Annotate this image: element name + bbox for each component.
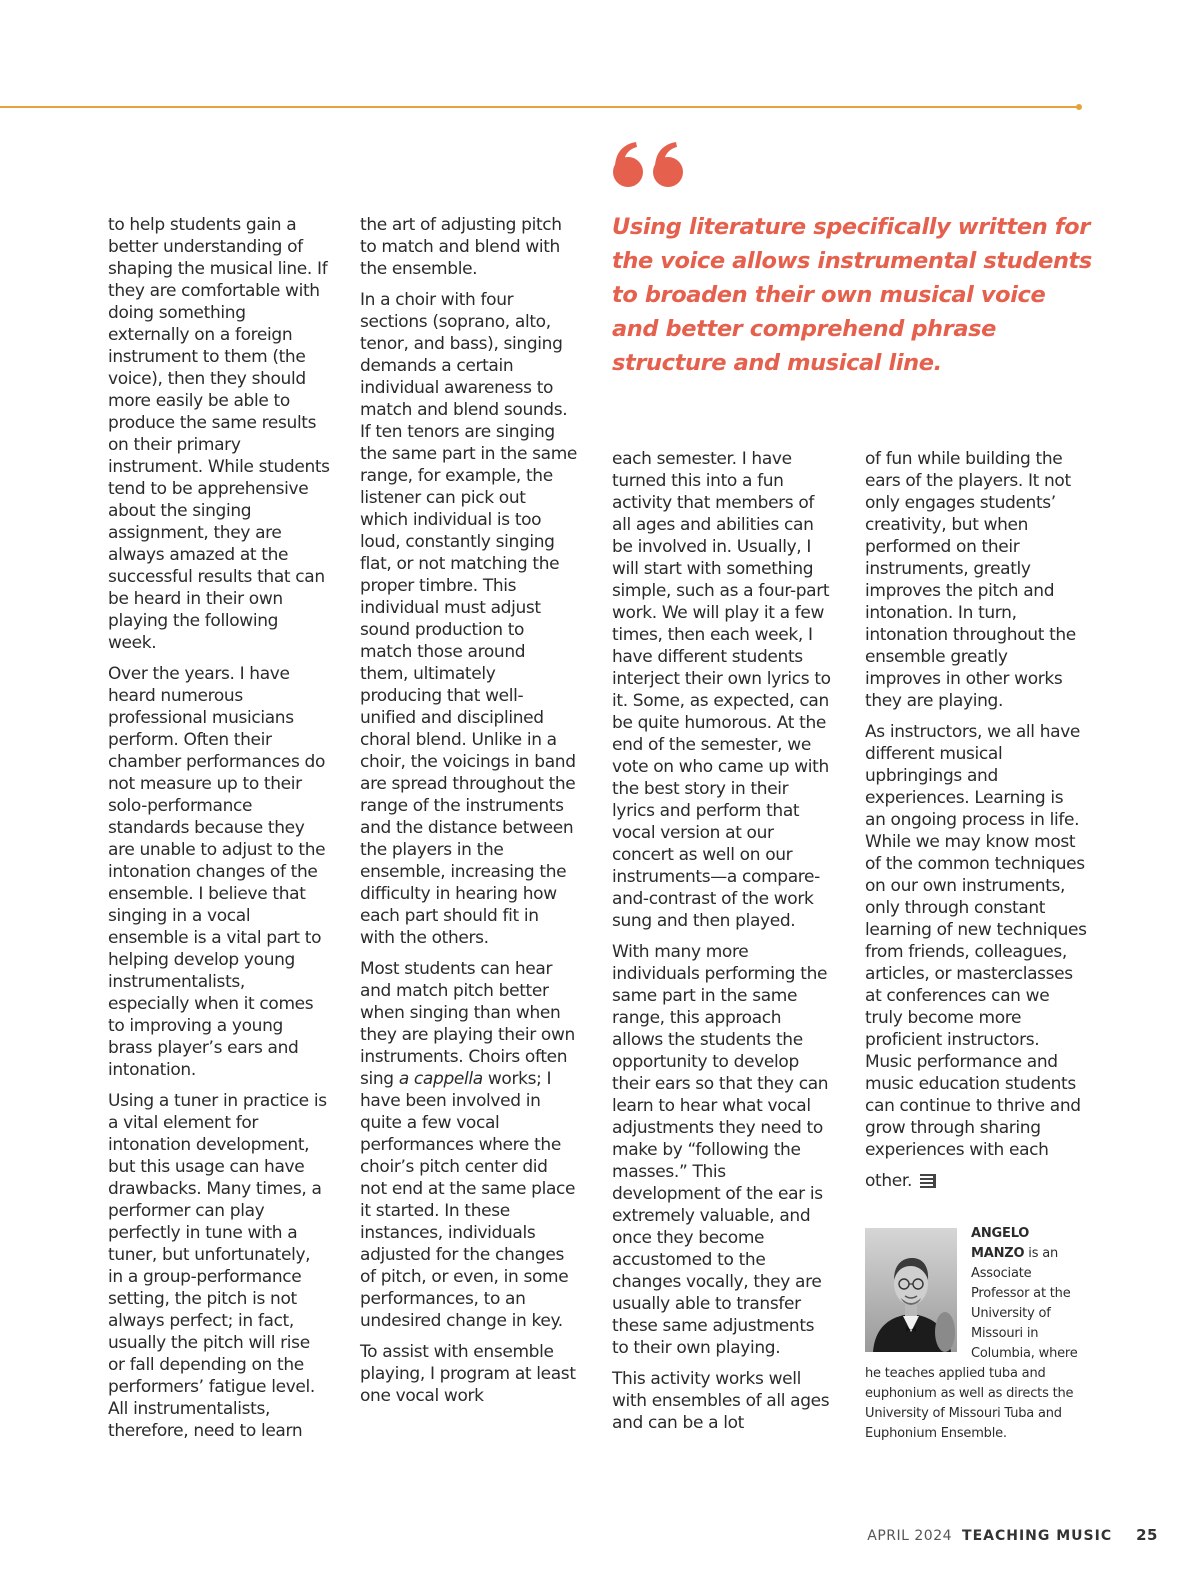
page-footer	[867, 1526, 1158, 1544]
text-run: Most students can hear and match pitch better when singing than when they are playing their own instruments. Choirs often sing	[360, 959, 575, 1089]
paragraph: to help students gain a better understanding of shaping the musical line. If they are comfortable with doing something externally on a foreign instrument to them (the voice), then they should more easily be able to produce the same results on their primary instrument. While students tend to be apprehensive about the singing assignment, they are always amazed at the successful results that can be heard in their own playing the following week.	[108, 215, 330, 653]
paragraph: Using a tuner in practice is a vital element for intonation development, but this usage can have drawbacks. Many times, a performer can play perfectly in tune with a tuner, but unfortunately, in a group-performance setting, the pitch is not always perfect; in fact, usually the pitch will rise or fall depending on the performers’ fatigue level. All instrumentalists, therefore, need to learn	[108, 1091, 327, 1441]
article-column-3	[612, 448, 834, 1443]
author-name: ANGELO MANZO	[971, 1226, 1030, 1261]
article-column-1	[108, 214, 330, 1451]
issue-date: APRIL 2024	[867, 1528, 953, 1544]
end-of-article-icon	[920, 1174, 936, 1188]
author-bio	[865, 1224, 1085, 1444]
paragraph: To assist with ensemble playing, I program at least one vocal work	[360, 1342, 576, 1406]
paragraph: This activity works well with ensembles of all ages and can be a lot	[612, 1369, 830, 1433]
header-rule-dot	[1076, 104, 1082, 110]
paragraph: each semester. I have turned this into a fun activity that members of all ages and abilities can be involved in. Usually, I will start with something simple, such as a four-part work. We will play it a few times, then each week, I have different students interject their own lyrics to it. Some, as expected, can be quite humorous. At the end of the semester, we vote on who came up with the best story in their lyrics and perform that vocal version at our concert as well on our instruments—a compare-and-contrast of the work sung and then played.	[612, 449, 831, 931]
paragraph: Over the years. I have heard numerous professional musicians perform. Often their chamber performances do not measure up to their solo-performance standards because they are unable to adjust to the intonation changes of the ensemble. I believe that singing in a vocal ensemble is a vital part to helping develop young instrumentalists, especially when it comes to improving a young brass player’s ears and intonation.	[108, 664, 326, 1080]
paragraph: With many more individuals performing the same part in the same range, this approach allows the students the opportunity to develop their ears so that they can learn to hear what vocal adjustments they need to make by “following the masses.” This development of the ear is extremely valuable, and once they become accustomed to the changes vocally, they are usually able to transfer these same adjustments to their own playing.	[612, 942, 829, 1358]
paragraph	[360, 958, 578, 1332]
article-column-4	[865, 448, 1087, 1201]
pull-quote: Using literature specifically written for the voice allows instrumental students to broaden their own musical voice and better comprehend phrase structure and musical line.	[612, 214, 1092, 376]
page-number: 25	[1136, 1526, 1158, 1544]
article-column-2	[360, 214, 578, 1416]
magazine-title: TEACHING MUSIC	[962, 1528, 1113, 1544]
header-rule	[0, 106, 1078, 108]
text-run: other.	[865, 1171, 913, 1191]
author-photo	[865, 1228, 957, 1352]
paragraph: As instructors, we all have different musical upbringings and experiences. Learning is an ongoing process in life. While we may know most of the common techniques on our own instruments, only through constant learning of new techniques from friends, colleagues, articles, or masterclasses at conferences can we truly become more proficient instructors. Music performance and music education students can continue to thrive and grow through sharing experiences with each	[865, 722, 1087, 1160]
paragraph: of fun while building the ears of the players. It not only engages students’ creativity, but when performed on their instruments, greatly improves the pitch and intonation. In turn, intonation throughout the ensemble greatly improves in other works they are playing.	[865, 449, 1076, 711]
paragraph: the art of adjusting pitch to match and blend with the ensemble.	[360, 215, 562, 279]
paragraph: In a choir with four sections (soprano, alto, tenor, and bass), singing demands a certain individual awareness to match and blend sounds. If ten tenors are singing the same part in the same range, for example, the listener can pick out which individual is too loud, constantly singing flat, or not matching the proper timbre. This individual must adjust sound production to match those around them, ultimately producing that well-unified and disciplined choral blend. Unlike in a choir, the voicings in band are spread throughout the range of the instruments and the distance between the players in the ensemble, increasing the difficulty in hearing how each part should fit in with the others.	[360, 290, 578, 948]
italic-term: a cappella	[398, 1069, 483, 1089]
quote-marks-icon	[610, 136, 690, 192]
paragraph	[865, 1170, 1087, 1192]
author-bio-text: is an Associate Professor at the University of Missouri in Columbia, where he teaches applied tuba and euphonium as well as directs the University of Missouri Tuba and Euphonium Ensemble.	[865, 1246, 1078, 1441]
text-run: works; I have been involved in quite a few vocal performances where the choir’s pitch center did not end at the same place it started. In these instances, individuals adjusted for the changes of pitch, or even, in some performances, to an undesired change in key.	[360, 1069, 576, 1331]
